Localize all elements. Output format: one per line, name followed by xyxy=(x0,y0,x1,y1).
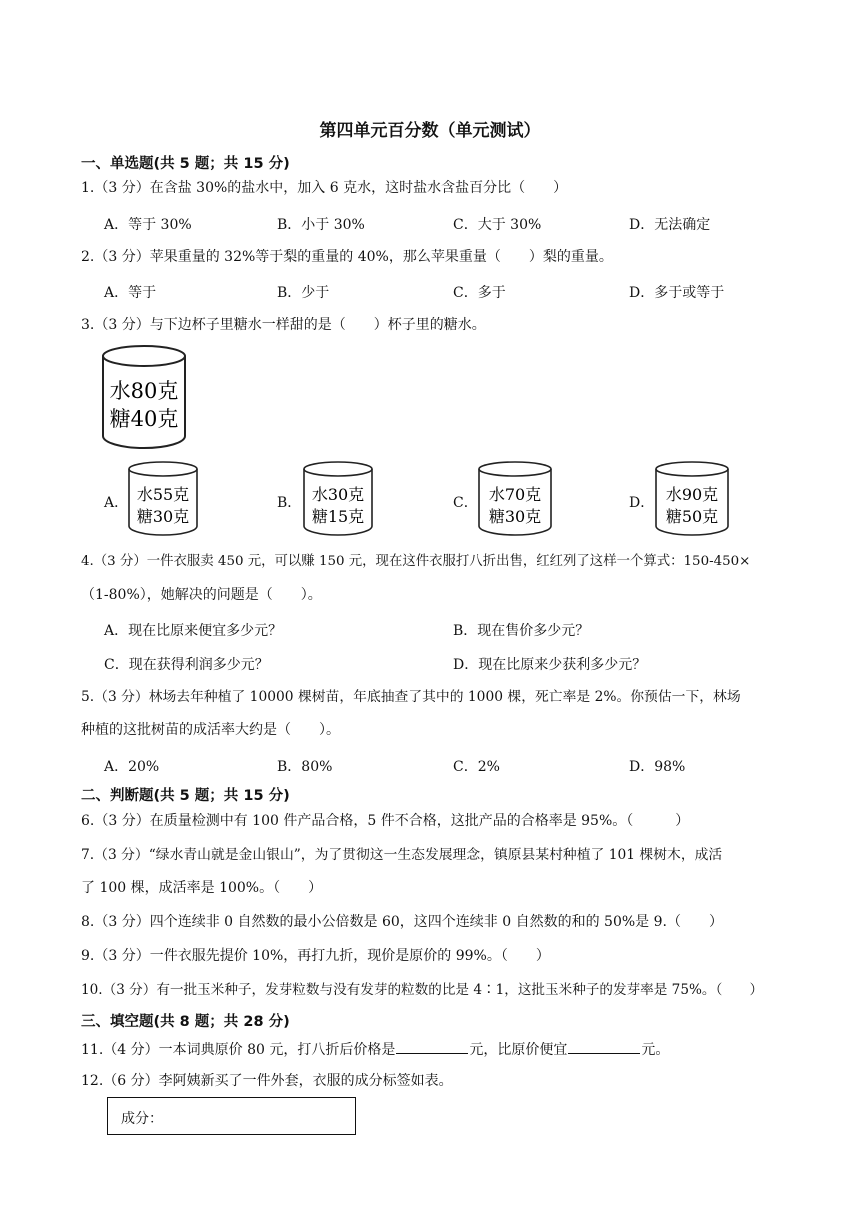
question-3-option-d-label: D． xyxy=(629,495,655,511)
question-9-stem: 9.（3 分）一件衣服先提价 10%，再打九折，现价是原价的 99%。（ ） xyxy=(81,948,550,964)
answer-blank-2[interactable] xyxy=(568,1039,640,1054)
cup-c-sugar-label: 糖30克 xyxy=(488,507,542,526)
section-heading-true-false: 二、判断题(共 5 题；共 15 分) xyxy=(81,788,290,804)
question-4-stem-line1: 4.（3 分）一件衣服卖 450 元，可以赚 150 元，现在这件衣服打八折出售，红红列了这样一个算式：150-450× xyxy=(81,554,751,569)
question-7-stem-line1: 7.（3 分）“绿水青山就是金山银山”，为了贯彻这一生态发展理念，镇原县某村种植了 101 棵树木，成活 xyxy=(81,847,723,863)
question-10-stem: 10.（3 分）有一批玉米种子，发芽粒数与没有发芽的粒数的比是 4∶1，这批玉米种子的发芽率是 75%。（ ） xyxy=(81,982,764,998)
question-2-option-a: A．等于 xyxy=(104,285,157,301)
composition-label-table xyxy=(107,1097,356,1135)
section-heading-fill-blank: 三、填空题(共 8 题；共 28 分) xyxy=(81,1014,290,1030)
cup-option-c xyxy=(477,460,553,538)
question-4-stem-line2: （1-80%），她解决的问题是（ ）。 xyxy=(81,587,322,603)
question-5-option-d: D．98% xyxy=(629,759,686,775)
answer-blank-1[interactable] xyxy=(396,1039,468,1054)
question-6-stem: 6.（3 分）在质量检测中有 100 件产品合格，5 件不合格，这批产品的合格率是 95%。（ ） xyxy=(81,813,690,829)
question-5-option-b: B．80% xyxy=(277,759,333,775)
cup-b-sugar-label: 糖15克 xyxy=(311,507,365,526)
cup-a-sugar-label: 糖30克 xyxy=(136,507,190,526)
question-5-stem-line2: 种植的这批树苗的成活率大约是（ ）。 xyxy=(81,722,340,738)
question-4-option-a: A．现在比原来便宜多少元？ xyxy=(104,623,283,639)
question-3-option-a-label: A． xyxy=(104,495,129,511)
question-1-stem: 1.（3 分）在含盐 30%的盐水中，加入 6 克水，这时盐水含盐百分比（ ） xyxy=(81,180,568,196)
question-7-stem-line2: 了 100 棵，成活率是 100%。（ ） xyxy=(81,880,323,896)
question-5-option-a: A．20% xyxy=(104,759,160,775)
main-cup-figure xyxy=(100,344,188,452)
cup-option-d xyxy=(654,460,730,538)
question-11-text-a: 11.（4 分）一本词典原价 80 元，打八折后价格是 xyxy=(81,1042,396,1058)
question-3-stem: 3.（3 分）与下边杯子里糖水一样甜的是（ ）杯子里的糖水。 xyxy=(81,317,486,333)
question-1-option-b: B．小于 30% xyxy=(277,217,365,233)
cup-b-water-label: 水30克 xyxy=(311,485,365,504)
question-3-option-b-label: B． xyxy=(277,495,302,511)
cup-option-b xyxy=(302,460,374,538)
question-8-stem: 8.（3 分）四个连续非 0 自然数的最小公倍数是 60，这四个连续非 0 自然数的和的 50%是 9.（ ） xyxy=(81,914,723,930)
question-4-option-d: D．现在比原来少获利多少元？ xyxy=(453,657,647,673)
question-12-stem: 12.（6 分）李阿姨新买了一件外套，衣服的成分标签如表。 xyxy=(81,1073,453,1089)
question-1-option-c: C．大于 30% xyxy=(453,217,542,233)
question-4-option-c: C．现在获得利润多少元？ xyxy=(104,657,269,673)
question-4-option-b: B．现在售价多少元？ xyxy=(453,623,590,639)
question-5-option-c: C．2% xyxy=(453,759,500,775)
section-heading-single-choice: 一、单选题(共 5 题；共 15 分) xyxy=(81,156,290,172)
cup-d-sugar-label: 糖50克 xyxy=(665,507,719,526)
main-cup-sugar-label: 糖40克 xyxy=(109,407,179,431)
question-1-option-d: D．无法确定 xyxy=(629,217,711,233)
main-cup-water-label: 水80克 xyxy=(109,379,179,403)
composition-label-text: 成分： xyxy=(121,1111,163,1127)
cup-a-water-label: 水55克 xyxy=(136,485,190,504)
question-11-text-c: 元。 xyxy=(641,1042,670,1058)
question-5-stem-line1: 5.（3 分）林场去年种植了 10000 棵树苗，年底抽查了其中的 1000 棵，死亡率是 2%。你预估一下，林场 xyxy=(81,689,741,705)
question-2-option-d: D．多于或等于 xyxy=(629,285,725,301)
cup-d-water-label: 水90克 xyxy=(665,485,719,504)
question-11-text-b: 元，比原价便宜 xyxy=(469,1042,568,1058)
question-3-option-c-label: C． xyxy=(453,495,478,511)
page-title: 第四单元百分数（单元测试） xyxy=(319,121,541,141)
cup-option-a xyxy=(127,460,199,538)
question-2-option-b: B．少于 xyxy=(277,285,330,301)
cup-c-water-label: 水70克 xyxy=(488,485,542,504)
question-2-option-c: C．多于 xyxy=(453,285,506,301)
question-1-option-a: A．等于 30% xyxy=(104,217,192,233)
question-2-stem: 2.（3 分）苹果重量的 32%等于梨的重量的 40%，那么苹果重量（ ）梨的重量。 xyxy=(81,249,613,265)
question-11-stem xyxy=(81,1039,669,1059)
